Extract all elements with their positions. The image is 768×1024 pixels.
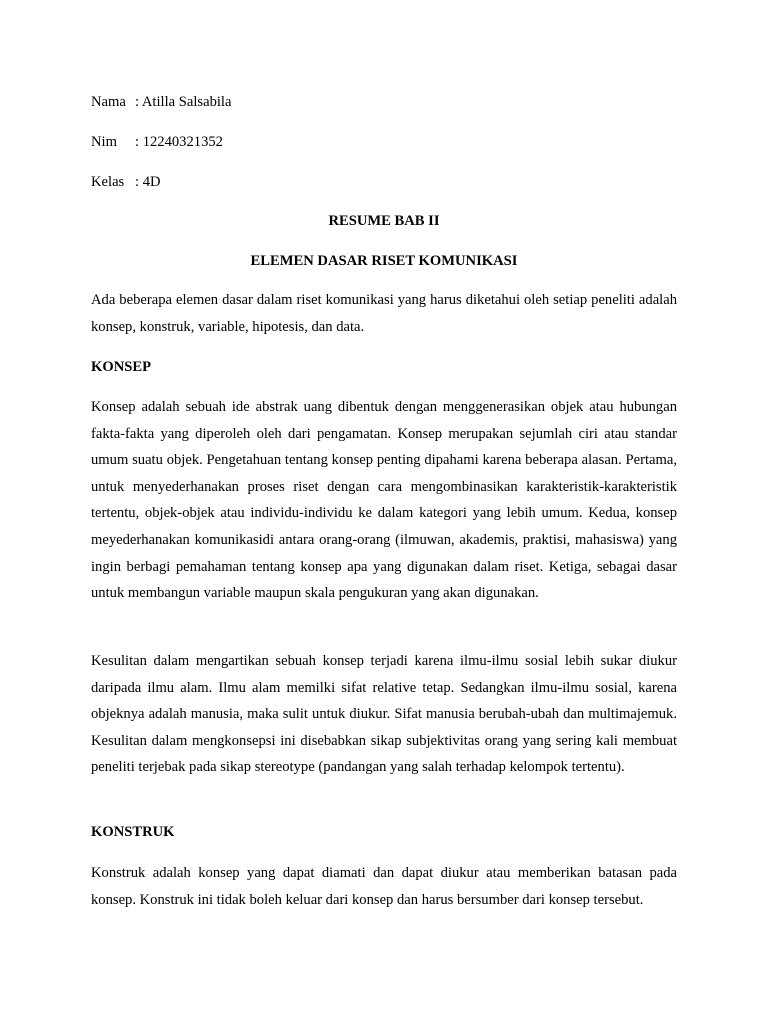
intro-paragraph: Ada beberapa elemen dasar dalam riset komunikasi yang harus diketahui oleh setiap peneliti adalah konsep, konstruk, variable, hipotesis, dan data.	[91, 292, 677, 335]
section-heading-konstruk: KONSTRUK	[91, 824, 175, 840]
nim-label: Nim	[91, 134, 117, 150]
nama-value: : Atilla Salsabila	[135, 94, 232, 110]
nama-label: Nama	[91, 94, 126, 110]
konsep-paragraph-1: Konsep adalah sebuah ide abstrak uang dibentuk dengan menggenerasikan objek atau hubungan fakta-fakta yang diperoleh oleh dari pengamatan. Konsep merupakan sejumlah ciri atau standar umum suatu objek. Pengetahuan tentang konsep penting dipahami karena beberapa alasan. Pertama, untuk menyederhanakan proses riset dengan cara mengombinasikan karakteristik-karakteristik tertentu, objek-objek atau individu-individu ke dalam kategori yang lebih umum. Kedua, konsep meyederhanakan komunikasidi antara orang-orang (ilmuwan, akademis, praktisi, mahasiswa) yang ingin berbagi pemahaman tentang konsep apa yang digunakan dalam riset. Ketiga, sebagai dasar untuk membangun variable maupun skala pengukuran yang akan digunakan.	[91, 399, 677, 602]
konsep-paragraph-2: Kesulitan dalam mengartikan sebuah konsep terjadi karena ilmu-ilmu sosial lebih sukar diukur daripada ilmu alam. Ilmu alam memilki sifat relative tetap. Sedangkan ilmu-ilmu sosial, karena objeknya adalah manusia, maka sulit untuk diukur. Sifat manusia berubah-ubah dan multimajemuk. Kesulitan dalam mengkonsepsi ini disebabkan sikap subjektivitas orang yang sering kali membuat peneliti terjebak pada sikap stereotype (pandangan yang salah terhadap kelompok tertentu).	[91, 653, 677, 776]
nim-row	[91, 132, 223, 152]
kelas-value: : 4D	[135, 174, 161, 190]
document-subtitle: ELEMEN DASAR RISET KOMUNIKASI	[250, 253, 518, 269]
nama-row	[91, 92, 231, 112]
nim-value: : 12240321352	[135, 134, 223, 150]
section-heading-konsep: KONSEP	[91, 359, 152, 375]
kelas-row	[91, 172, 161, 192]
konstruk-paragraph-1: Konstruk adalah konsep yang dapat diamati dan dapat diukur atau memberikan batasan pada konsep. Konstruk ini tidak boleh keluar dari konsep dan harus bersumber dari konsep tersebut.	[91, 865, 677, 908]
document-title: RESUME BAB II	[328, 213, 440, 229]
kelas-label: Kelas	[91, 174, 125, 190]
